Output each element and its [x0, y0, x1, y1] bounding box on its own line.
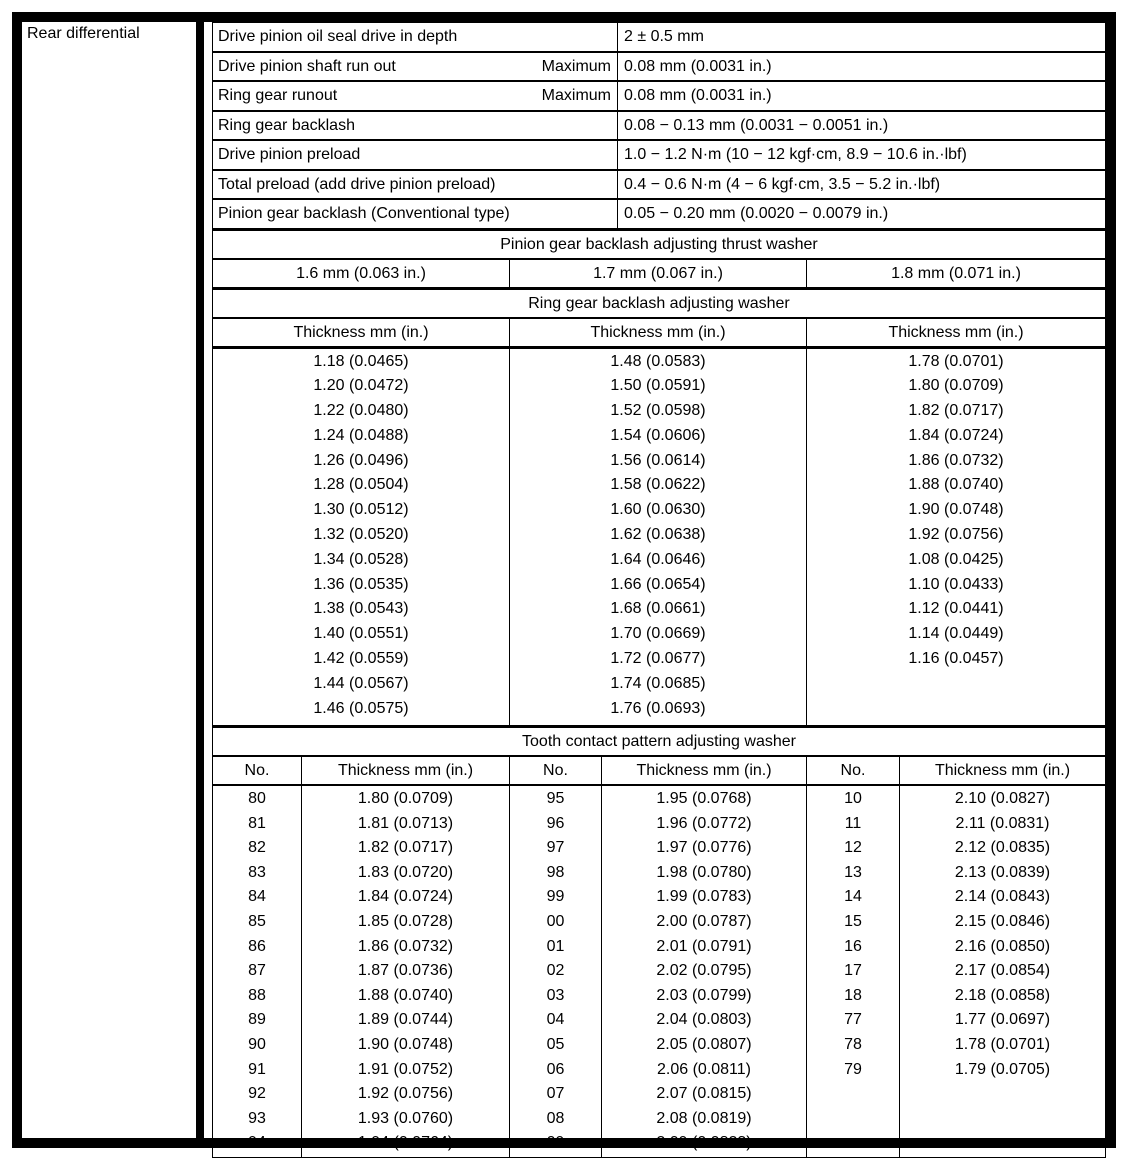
- washer-thickness-value: 1.16 (0.0457): [908, 650, 1004, 668]
- thrust-washer-size: 1.6 mm (0.063 in.): [213, 259, 510, 288]
- washer-thickness-value: 1.99 (0.0783): [656, 888, 752, 906]
- spec-value: 1.0 − 1.2 N·m (10 − 12 kgf·cm, 8.9 − 10.6 in.·lbf): [618, 140, 1106, 170]
- washer-number: 92: [248, 1085, 266, 1103]
- washer-thickness-value: 2.08 (0.0819): [656, 1109, 752, 1127]
- washer-thickness-value: 1.79 (0.0705): [954, 1060, 1051, 1078]
- washer-thickness-value: 1.84 (0.0724): [908, 426, 1004, 444]
- spec-value: 0.05 − 0.20 mm (0.0020 − 0.0079 in.): [618, 199, 1106, 228]
- ring-gear-washer-title: Ring gear backlash adjusting washer: [213, 289, 1106, 318]
- washer-number: 91: [248, 1060, 266, 1078]
- washer-thickness-value: 1.78 (0.0701): [908, 352, 1004, 370]
- washer-thickness-value: 1.46 (0.0575): [313, 699, 409, 717]
- washer-thickness-value: 1.90 (0.0748): [908, 501, 1004, 519]
- washer-number: 93: [248, 1109, 266, 1127]
- washer-thickness-value: 1.80 (0.0709): [908, 377, 1004, 395]
- section-column: [22, 22, 204, 1138]
- washer-number: 11: [844, 814, 862, 832]
- washer-number: 95: [546, 790, 565, 807]
- washer-thickness-value: 1.66 (0.0654): [610, 575, 706, 593]
- washer-number: 08: [546, 1109, 565, 1127]
- washer-thickness-value: 1.92 (0.0756): [357, 1085, 454, 1103]
- washer-thickness-value: 1.30 (0.0512): [313, 501, 409, 519]
- washer-number: 79: [844, 1060, 862, 1078]
- washer-number: 77: [844, 1011, 862, 1029]
- washer-thickness-value: 2.14 (0.0843): [954, 888, 1051, 906]
- washer-thickness-value: 1.62 (0.0638): [610, 526, 706, 544]
- washer-thickness-value: 1.82 (0.0717): [357, 839, 454, 857]
- thickness-header: Thickness mm (in.): [510, 318, 807, 347]
- spec-item: [213, 199, 618, 228]
- washer-thickness-value: 1.36 (0.0535): [313, 575, 409, 593]
- spec-item: [213, 52, 618, 82]
- spec-table-frame: [12, 12, 1116, 1152]
- spec-qualifier: Maximum: [541, 57, 611, 75]
- spec-item-label: Ring gear backlash: [218, 116, 355, 134]
- washer-thickness-value: 1.89 (0.0744): [357, 1011, 454, 1029]
- washer-thickness-value: 2.05 (0.0807): [656, 1035, 752, 1053]
- washer-number: 17: [844, 962, 862, 980]
- washer-thickness-value: 1.70 (0.0669): [610, 625, 706, 643]
- washer-thickness-value: 2.17 (0.0854): [954, 962, 1051, 980]
- washer-number: 89: [248, 1011, 266, 1029]
- washer-thickness-value: 1.82 (0.0717): [908, 402, 1004, 420]
- washer-number: 03: [546, 986, 565, 1004]
- washer-thickness-value: 1.96 (0.0772): [656, 814, 752, 832]
- washer-number: 06: [546, 1060, 565, 1078]
- washer-thickness-value: 2.16 (0.0850): [954, 937, 1051, 955]
- washer-thickness-value: 1.24 (0.0488): [313, 426, 409, 444]
- washer-thickness-value: 1.48 (0.0583): [610, 352, 706, 370]
- thickness-header: Thickness mm (in.): [900, 756, 1106, 785]
- washer-thickness-value: 1.76 (0.0693): [610, 699, 706, 717]
- washer-thickness-value: 2.15 (0.0846): [954, 912, 1051, 930]
- washer-thickness-value: 2.09 (0.0823): [656, 1134, 752, 1152]
- spec-item: [213, 111, 618, 141]
- washer-thickness-value: 1.86 (0.0732): [357, 937, 454, 955]
- washer-number: 01: [546, 937, 565, 955]
- washer-thickness-value: 1.91 (0.0752): [357, 1060, 454, 1078]
- tooth-contact-washer-table: [212, 726, 1106, 1158]
- washer-thickness-value: 2.11 (0.0831): [955, 814, 1050, 832]
- washer-thickness-value: 2.06 (0.0811): [657, 1060, 751, 1078]
- washer-thickness-column: [807, 348, 1106, 726]
- washer-number: 13: [844, 863, 862, 881]
- washer-thickness-value: 1.58 (0.0622): [610, 476, 706, 494]
- washer-thickness-value: 1.18 (0.0465): [313, 352, 409, 370]
- washer-thickness-value: 2.04 (0.0803): [656, 1011, 752, 1029]
- no-header: No.: [510, 756, 602, 785]
- washer-thickness-value: 2.07 (0.0815): [656, 1085, 752, 1103]
- washer-number: 99: [546, 888, 565, 906]
- washer-number: 00: [546, 912, 565, 930]
- washer-number: 07: [546, 1085, 565, 1103]
- washer-thickness-column: [302, 785, 510, 1157]
- washer-thickness-value: 1.08 (0.0425): [908, 550, 1004, 568]
- washer-thickness-value: 1.28 (0.0504): [313, 476, 409, 494]
- washer-thickness-value: 1.93 (0.0760): [357, 1109, 454, 1127]
- no-header: No.: [807, 756, 900, 785]
- thrust-washer-size: 1.7 mm (0.067 in.): [510, 259, 807, 288]
- washer-thickness-column: [510, 348, 807, 726]
- washer-thickness-value: 1.12 (0.0441): [908, 600, 1004, 618]
- thickness-header: Thickness mm (in.): [807, 318, 1106, 347]
- washer-number: 12: [844, 839, 862, 857]
- washer-number: 88: [248, 986, 266, 1004]
- spec-item-label: Drive pinion shaft run out: [218, 57, 396, 75]
- washer-number: 10: [844, 790, 862, 807]
- washer-thickness-value: 1.72 (0.0677): [610, 650, 706, 668]
- spec-row: [213, 23, 1106, 52]
- washer-thickness-value: 2.00 (0.0787): [656, 912, 752, 930]
- ring-gear-washer-table: [212, 288, 1106, 347]
- washer-number: 80: [248, 790, 266, 807]
- washer-thickness-value: 1.97 (0.0776): [656, 839, 752, 857]
- washer-thickness-value: 1.60 (0.0630): [610, 501, 706, 519]
- washer-thickness-value: 1.87 (0.0736): [357, 962, 454, 980]
- spec-qualifier: Maximum: [541, 87, 611, 104]
- section-label: Rear differential: [27, 25, 140, 42]
- washer-thickness-value: 2.03 (0.0799): [656, 986, 752, 1004]
- washer-thickness-value: 1.81 (0.0713): [357, 814, 454, 832]
- washer-thickness-value: 1.20 (0.0472): [313, 377, 409, 395]
- thrust-washer-title: Pinion gear backlash adjusting thrust washer: [213, 230, 1106, 259]
- spec-item-label: Pinion gear backlash (Conventional type): [218, 205, 510, 223]
- washer-thickness-value: 1.88 (0.0740): [357, 986, 454, 1004]
- washer-number: 16: [844, 937, 862, 955]
- washer-number: 15: [844, 912, 862, 930]
- spec-value: 0.08 mm (0.0031 in.): [618, 81, 1106, 111]
- spec-row: [213, 81, 1106, 111]
- washer-thickness-value: 1.34 (0.0528): [313, 550, 409, 568]
- spec-item-label: Drive pinion oil seal drive in depth: [218, 28, 458, 46]
- washer-number: 90: [248, 1035, 266, 1053]
- washer-thickness-column: [900, 785, 1106, 1157]
- washer-thickness-value: 1.64 (0.0646): [610, 550, 706, 568]
- spec-item: [213, 140, 618, 170]
- washer-number: 02: [546, 962, 565, 980]
- washer-thickness-value: 1.52 (0.0598): [610, 402, 706, 420]
- washer-number: 96: [546, 814, 565, 832]
- spec-row: [213, 170, 1106, 200]
- washer-number: 05: [546, 1035, 565, 1053]
- washer-number: 86: [248, 937, 266, 955]
- washer-thickness-value: 2.13 (0.0839): [954, 863, 1051, 881]
- spec-item: [213, 170, 618, 200]
- washer-number: 85: [248, 912, 266, 930]
- washer-thickness-value: 1.14 (0.0449): [908, 625, 1004, 643]
- washer-thickness-value: 1.50 (0.0591): [610, 377, 706, 395]
- washer-thickness-value: 1.98 (0.0780): [656, 863, 752, 881]
- washer-thickness-value: 1.84 (0.0724): [357, 888, 454, 906]
- washer-thickness-value: 1.74 (0.0685): [610, 674, 706, 692]
- spec-item-label: Drive pinion preload: [218, 146, 361, 164]
- washer-thickness-value: 1.78 (0.0701): [954, 1035, 1051, 1053]
- washer-thickness-value: 1.88 (0.0740): [908, 476, 1004, 494]
- washer-thickness-value: 1.95 (0.0768): [656, 790, 752, 807]
- thickness-header: Thickness mm (in.): [213, 318, 510, 347]
- washer-number: 83: [248, 863, 266, 881]
- washer-thickness-column: [213, 348, 510, 726]
- washer-thickness-column: [602, 785, 807, 1157]
- washer-number: 78: [844, 1035, 862, 1053]
- spec-item-label: Total preload (add drive pinion preload): [218, 175, 496, 193]
- spec-list: [212, 22, 1106, 229]
- washer-thickness-value: 2.18 (0.0858): [954, 986, 1051, 1004]
- washer-number: 18: [844, 986, 862, 1004]
- washer-thickness-value: 2.01 (0.0791): [656, 937, 752, 955]
- washer-number: 04: [546, 1011, 565, 1029]
- washer-thickness-value: 1.22 (0.0480): [313, 402, 409, 420]
- spec-value: 0.08 mm (0.0031 in.): [618, 52, 1106, 82]
- washer-thickness-value: 2.02 (0.0795): [656, 962, 752, 980]
- washer-thickness-value: 1.26 (0.0496): [313, 451, 409, 469]
- spec-item: [213, 23, 618, 52]
- washer-number: 98: [546, 863, 565, 881]
- washer-thickness-value: 2.10 (0.0827): [954, 790, 1051, 807]
- spec-item-label: Ring gear runout: [218, 87, 338, 105]
- washer-number: 14: [844, 888, 862, 906]
- washer-number-column: [807, 785, 900, 1157]
- washer-number-column: [213, 785, 302, 1157]
- thrust-washer-table: [212, 229, 1106, 288]
- washer-number: 82: [248, 839, 266, 857]
- washer-thickness-value: 1.77 (0.0697): [954, 1011, 1051, 1029]
- washer-thickness-value: 1.94 (0.0764): [357, 1134, 454, 1152]
- washer-thickness-value: 1.32 (0.0520): [313, 526, 409, 544]
- thickness-header: Thickness mm (in.): [302, 756, 510, 785]
- washer-number: 87: [248, 962, 266, 980]
- ring-gear-washer-values: [212, 347, 1106, 727]
- washer-number: 94: [248, 1134, 266, 1152]
- washer-thickness-value: 1.92 (0.0756): [908, 526, 1004, 544]
- spec-value: 0.08 − 0.13 mm (0.0031 − 0.0051 in.): [618, 111, 1106, 141]
- spec-row: [213, 52, 1106, 82]
- spec-item: [213, 81, 618, 111]
- spec-row: [213, 140, 1106, 170]
- spec-row: [213, 199, 1106, 228]
- washer-number-column: [510, 785, 602, 1157]
- washer-number: 97: [546, 839, 565, 857]
- washer-thickness-value: 1.44 (0.0567): [313, 674, 409, 692]
- washer-thickness-value: 1.86 (0.0732): [908, 451, 1004, 469]
- washer-thickness-value: 1.54 (0.0606): [610, 426, 706, 444]
- washer-thickness-value: 1.56 (0.0614): [610, 451, 706, 469]
- washer-thickness-value: 1.85 (0.0728): [357, 912, 454, 930]
- thrust-washer-size: 1.8 mm (0.071 in.): [807, 259, 1106, 288]
- spec-value: 0.4 − 0.6 N·m (4 − 6 kgf·cm, 3.5 − 5.2 in.·lbf): [618, 170, 1106, 200]
- washer-thickness-value: 1.10 (0.0433): [908, 575, 1004, 593]
- spec-content: [212, 22, 1106, 1152]
- washer-thickness-value: 1.42 (0.0559): [313, 650, 409, 668]
- washer-thickness-value: 1.38 (0.0543): [313, 600, 409, 618]
- spec-row: [213, 111, 1106, 141]
- washer-thickness-value: 1.40 (0.0551): [313, 625, 409, 643]
- washer-thickness-value: 2.12 (0.0835): [954, 839, 1051, 857]
- washer-thickness-value: 1.83 (0.0720): [357, 863, 454, 881]
- washer-thickness-value: 1.80 (0.0709): [357, 790, 454, 807]
- washer-number: 84: [248, 888, 266, 906]
- no-header: No.: [213, 756, 302, 785]
- washer-thickness-value: 1.90 (0.0748): [357, 1035, 454, 1053]
- tooth-contact-washer-title: Tooth contact pattern adjusting washer: [213, 727, 1106, 756]
- thickness-header: Thickness mm (in.): [602, 756, 807, 785]
- washer-thickness-value: 1.68 (0.0661): [610, 600, 706, 618]
- washer-number: 81: [248, 814, 266, 832]
- washer-number: 09: [546, 1134, 565, 1152]
- spec-value: 2 ± 0.5 mm: [618, 23, 1106, 52]
